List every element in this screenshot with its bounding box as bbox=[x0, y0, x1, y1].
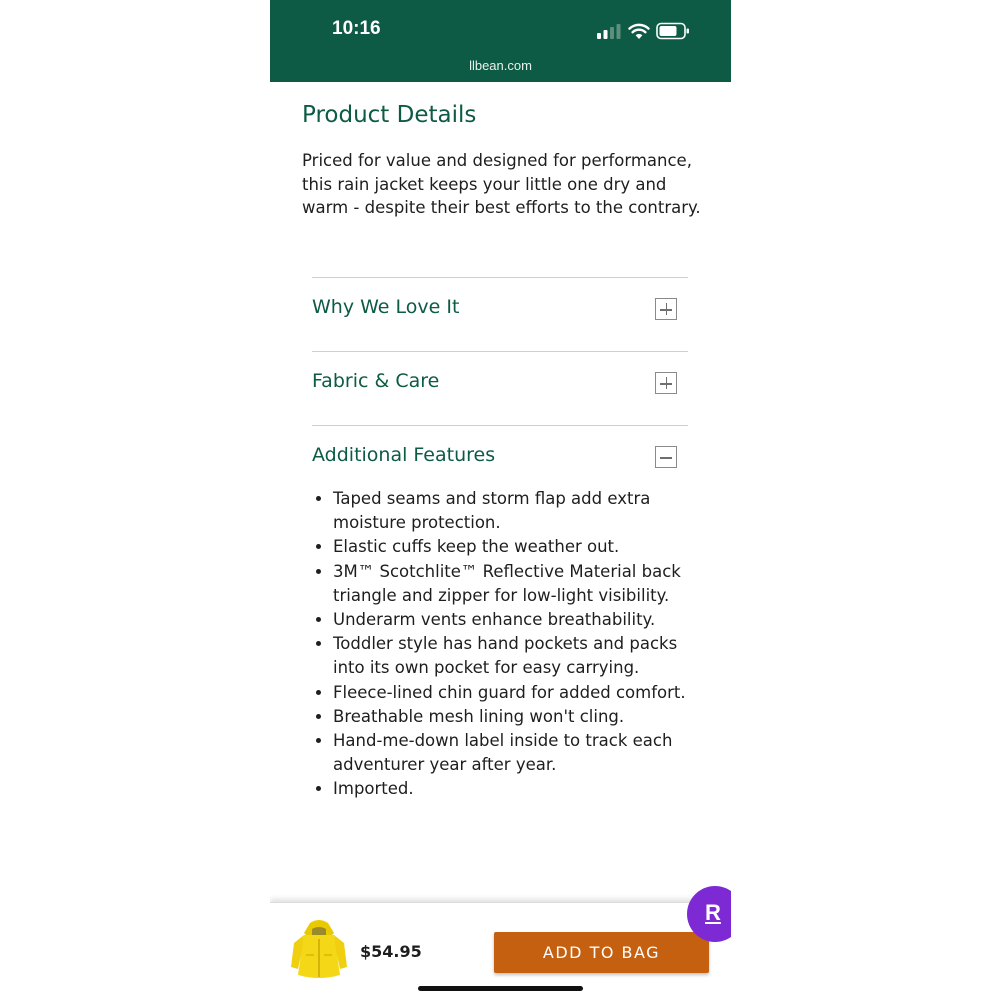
product-details-title: Product Details bbox=[302, 102, 477, 128]
expand-button[interactable] bbox=[655, 298, 677, 320]
list-item: • Taped seams and storm flap add extra moisture protection. bbox=[333, 487, 713, 535]
add-to-bag-button[interactable]: ADD TO BAG bbox=[494, 932, 709, 973]
product-thumbnail[interactable] bbox=[288, 917, 350, 985]
home-indicator[interactable] bbox=[418, 986, 583, 991]
accordion-label: Fabric & Care bbox=[312, 370, 440, 392]
expand-button[interactable] bbox=[655, 372, 677, 394]
plus-icon-vertical bbox=[666, 303, 668, 315]
wifi-icon bbox=[628, 22, 650, 40]
list-item: • Underarm vents enhance breathability. bbox=[333, 608, 713, 632]
list-item: • Breathable mesh lining won't cling. bbox=[333, 705, 713, 729]
battery-icon bbox=[656, 22, 690, 40]
plus-icon-vertical bbox=[666, 377, 668, 389]
list-item: • Imported. bbox=[333, 777, 713, 801]
phone-screen bbox=[270, 0, 731, 1000]
list-item: • Elastic cuffs keep the weather out. bbox=[333, 535, 713, 559]
list-item: • Fleece-lined chin guard for added comfort. bbox=[333, 681, 713, 705]
accordion-label: Why We Love It bbox=[312, 296, 460, 318]
accordion-item-fabric-care[interactable] bbox=[312, 351, 688, 425]
product-details-accordion bbox=[312, 277, 688, 499]
status-time: 10:16 bbox=[332, 18, 381, 39]
minus-icon bbox=[660, 457, 672, 459]
list-item: • Toddler style has hand pockets and packs into its own pocket for easy carrying. bbox=[333, 632, 713, 680]
additional-features-list bbox=[312, 487, 713, 802]
product-price: $54.95 bbox=[360, 942, 422, 961]
signal-icon bbox=[597, 23, 621, 39]
product-description: Priced for value and designed for performance, this rain jacket keeps your little one dry and warm - despite their best efforts to the contrary. bbox=[302, 151, 701, 218]
address-bar-url[interactable]: llbean.com bbox=[469, 58, 532, 73]
list-item: • Hand-me-down label inside to track each adventurer year after year. bbox=[333, 729, 713, 777]
list-item: • 3M™ Scotchlite™ Reflective Material back triangle and zipper for low-light visibility. bbox=[333, 560, 713, 608]
collapse-button[interactable] bbox=[655, 446, 677, 468]
accordion-label: Additional Features bbox=[312, 444, 496, 466]
accordion-item-why-we-love-it[interactable] bbox=[312, 277, 688, 351]
status-bar bbox=[270, 0, 731, 82]
rewards-icon: R bbox=[705, 900, 721, 925]
